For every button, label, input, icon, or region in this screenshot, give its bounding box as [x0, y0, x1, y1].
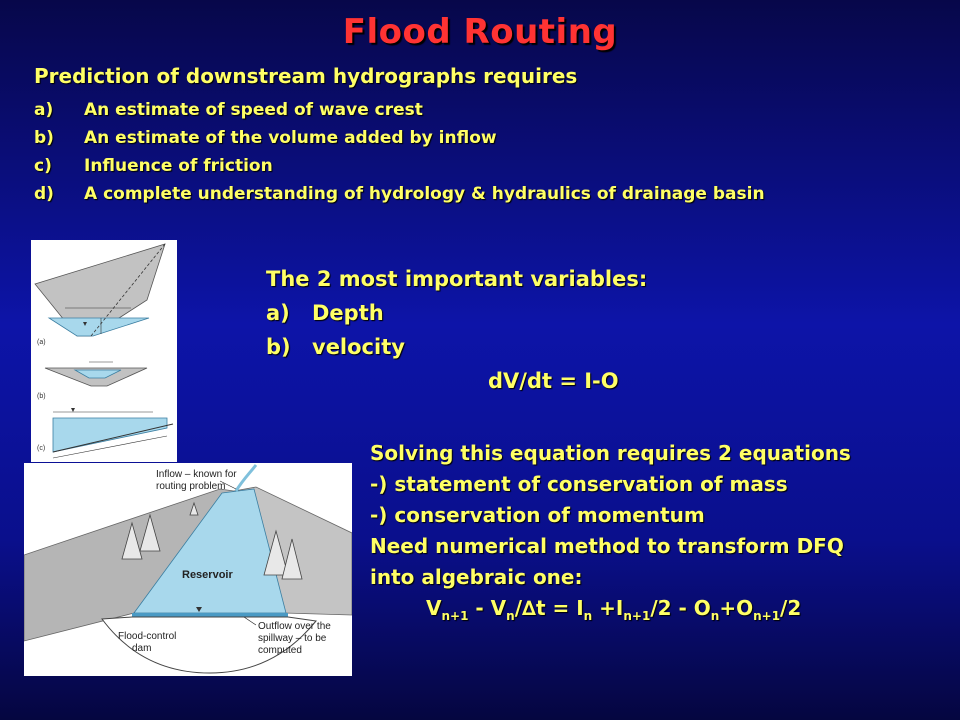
channel-diagram-svg: [31, 240, 177, 462]
list-text: An estimate of speed of wave crest: [84, 100, 423, 120]
formula-subscript: n+1: [753, 609, 781, 623]
mass-balance-equation: dV/dt = I-O: [488, 369, 619, 393]
inflow-label-line2: routing problem: [156, 481, 226, 492]
reservoir-diagram-svg: [24, 463, 352, 676]
list-item: [34, 124, 765, 152]
dam-label-line2: dam: [132, 643, 152, 654]
dam-crest: [132, 613, 288, 617]
solving-line: -) statement of conservation of mass: [370, 472, 788, 496]
slide-title: Flood Routing: [342, 12, 618, 52]
label-a: (a): [37, 339, 46, 346]
solving-block: [370, 438, 940, 624]
solving-line: Need numerical method to transform DFQ: [370, 534, 844, 558]
formula-part: /∆t =: [514, 596, 577, 620]
solving-line: into algebraic one:: [370, 565, 583, 589]
inflow-label-line1: Inflow – known for: [156, 469, 237, 480]
list-letter: b): [266, 335, 291, 359]
formula-part: /2: [780, 596, 802, 620]
formula-part: +I: [592, 596, 624, 620]
formula-part: -: [468, 596, 491, 620]
list-item: [34, 180, 765, 208]
channel-a-water: [49, 318, 149, 336]
finite-difference-formula: [370, 593, 940, 624]
list-text: Influence of friction: [84, 156, 273, 176]
list-text: velocity: [312, 335, 405, 359]
formula-part: V: [490, 596, 507, 620]
list-item: [266, 296, 647, 330]
label-b: (b): [37, 393, 46, 400]
label-c: (c): [37, 445, 46, 452]
list-text: A complete understanding of hydrology & hydraulics of drainage basin: [84, 184, 765, 204]
formula-subscript: n: [506, 609, 515, 623]
list-item: [34, 152, 765, 180]
formula-subscript: n+1: [623, 609, 651, 623]
formula-part: I: [576, 596, 584, 620]
formula-part: /2 -: [650, 596, 694, 620]
formula-part: O: [693, 596, 711, 620]
reservoir-figure: [24, 463, 352, 676]
formula-subscript: n+1: [441, 609, 469, 623]
list-text: Depth: [312, 301, 384, 325]
inflow-stream: [236, 465, 256, 491]
list-letter: c): [34, 156, 52, 176]
intro-text: Prediction of downstream hydrographs requires: [34, 64, 578, 88]
outflow-label-line2: spillway – to be: [258, 633, 327, 644]
list-item: [266, 330, 647, 364]
list-letter: d): [34, 184, 54, 204]
formula-subscript: n: [583, 609, 593, 623]
list-letter: a): [266, 301, 290, 325]
list-item: [34, 96, 765, 124]
formula-part: +O: [719, 596, 754, 620]
list-text: An estimate of the volume added by inflow: [84, 128, 497, 148]
list-letter: b): [34, 128, 54, 148]
solving-line: -) conservation of momentum: [370, 503, 705, 527]
variables-heading: The 2 most important variables:: [266, 267, 648, 291]
formula-subscript: n: [710, 609, 720, 623]
reservoir-label: Reservoir: [182, 569, 233, 581]
solving-line: Solving this equation requires 2 equations: [370, 441, 851, 465]
outflow-label-line3: computed: [258, 645, 302, 656]
channel-cross-section-figure: [31, 240, 177, 462]
outflow-label-line1: Outflow over the: [258, 621, 331, 632]
formula-part: V: [426, 596, 442, 620]
list-letter: a): [34, 100, 54, 120]
requirements-list: [34, 96, 765, 208]
water-level-marker: [71, 408, 75, 412]
dam-label-line1: Flood-control: [118, 631, 177, 642]
variables-block: [266, 262, 647, 398]
